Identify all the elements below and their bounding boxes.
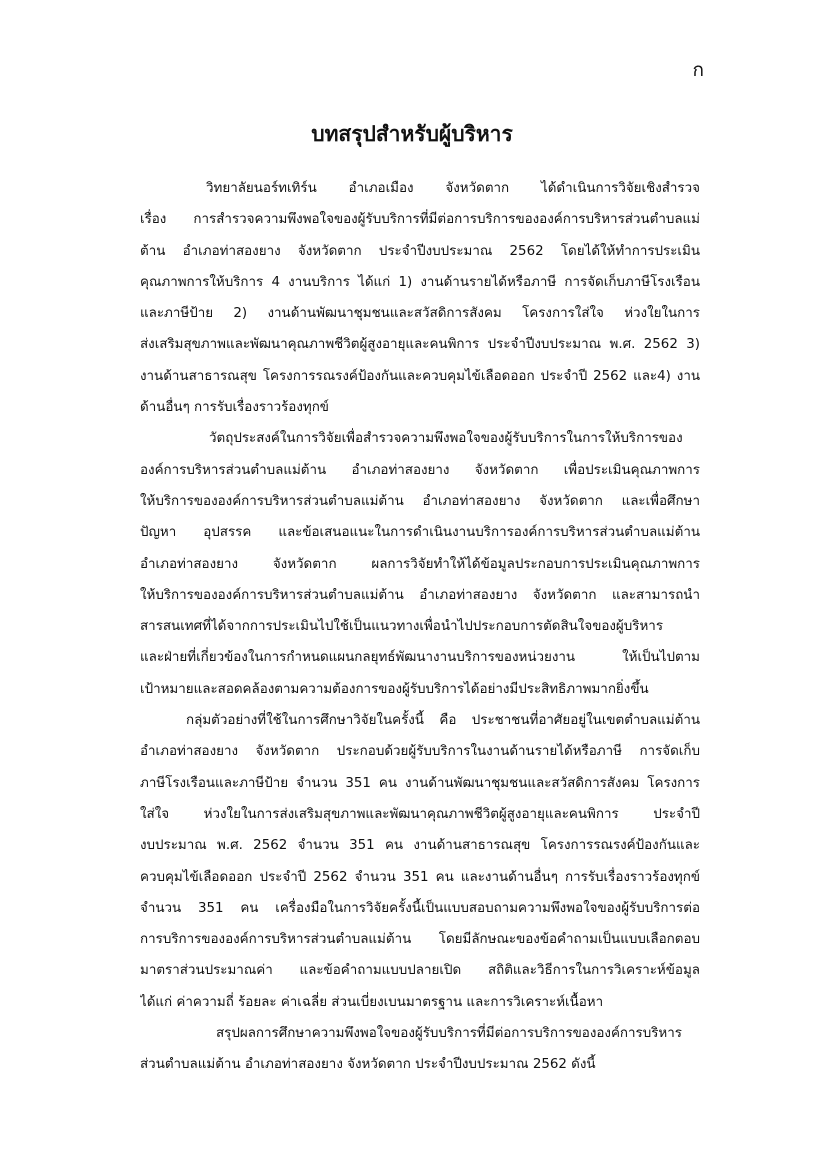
text-line: และฝ่ายที่เกี่ยวข้องในการกำหนดแผนกลยุทธ์พัฒนางานบริการของหน่วยงาน ให้เป็นไปตาม: [140, 650, 700, 666]
text-line: ส่วนตำบลแม่ต้าน อำเภอท่าสองยาง จังหวัดตาก ประจำปีงบประมาณ 2562 ดังนี้: [140, 1057, 596, 1073]
text-line: วัตถุประสงค์ในการวิจัยเพื่อสำรวจความพึงพอใจของผู้รับบริการในการให้บริการของ: [209, 431, 683, 447]
text-line: ปัญหา อุปสรรค และข้อเสนอแนะในการดำเนินงานบริการองค์การบริหารส่วนตำบลแม่ต้าน: [140, 525, 700, 541]
text-line: ให้บริการขององค์การบริหารส่วนตำบลแม่ต้าน อำเภอท่าสองยาง จังหวัดตาก และสามารถนำ: [140, 587, 700, 603]
text-line: และภาษีป้าย 2) งานด้านพัฒนาชุมชนและสวัสดิการสังคม โครงการใส่ใจ ห่วงใยในการ: [140, 306, 700, 322]
page-number: ก: [692, 59, 704, 81]
paragraph-objectives: [140, 423, 700, 705]
text-line: ส่งเสริมสุขภาพและพัฒนาคุณภาพชีวิตผู้สูงอายุและคนพิการ ประจำปีงบประมาณ พ.ศ. 2562 3): [140, 337, 700, 353]
text-line: ได้แก่ ค่าความถี่ ร้อยละ ค่าเฉลี่ย ส่วนเบี่ยงเบนมาตรฐาน และการวิเคราะห์เนื้อหา: [140, 994, 604, 1010]
text-line: มาตราส่วนประมาณค่า และข้อคำถามแบบปลายเปิด สถิติและวิธีการในการวิเคราะห์ข้อมูล: [140, 963, 700, 979]
text-line: การบริการขององค์การบริหารส่วนตำบลแม่ต้าน โดยมีลักษณะของข้อคำถามเป็นแบบเลือกตอบ: [140, 932, 700, 948]
text-line: วิทยาลัยนอร์ทเทิร์น อำเภอเมือง จังหวัดตาก ได้ดำเนินการวิจัยเชิงสำรวจ: [206, 181, 700, 196]
page-title: บทสรุปสำหรับผู้บริหาร: [311, 122, 513, 146]
text-line: ควบคุมไข้เลือดออก ประจำปี 2562 จำนวน 351 คน และงานด้านอื่นๆ การรับเรื่องราวร้องทุกข์: [140, 869, 700, 885]
document-body: [140, 173, 700, 1081]
text-line: คุณภาพการให้บริการ 4 งานบริการ ได้แก่ 1) งานด้านรายได้หรือภาษี การจัดเก็บภาษีโรงเรือน: [140, 274, 700, 290]
text-line: จำนวน 351 คน เครื่องมือในการวิจัยครั้งนี้เป็นแบบสอบถามความพึงพอใจของผู้รับบริการต่อ: [140, 900, 700, 916]
text-line: ใส่ใจ ห่วงใยในการส่งเสริมสุขภาพและพัฒนาคุณภาพชีวิตผู้สูงอายุและคนพิการ ประจำปี: [140, 806, 700, 822]
text-line: องค์การบริหารส่วนตำบลแม่ต้าน อำเภอท่าสองยาง จังหวัดตาก เพื่อประเมินคุณภาพการ: [140, 462, 700, 478]
text-line: งบประมาณ พ.ศ. 2562 จำนวน 351 คน งานด้านสาธารณสุข โครงการรณรงค์ป้องกันและ: [140, 838, 700, 854]
text-line: อำเภอท่าสองยาง จังหวัดตาก ผลการวิจัยทำให้ได้ข้อมูลประกอบการประเมินคุณภาพการ: [140, 556, 700, 572]
text-line: งานด้านสาธารณสุข โครงการรณรงค์ป้องกันและควบคุมไข้เลือดออก ประจำปี 2562 และ4) งาน: [140, 368, 700, 384]
text-line: สารสนเทศที่ได้จากการประเมินไปใช้เป็นแนวทางเพื่อนำไปประกอบการตัดสินใจของผู้บริหาร: [140, 619, 664, 635]
text-line: ให้บริการขององค์การบริหารส่วนตำบลแม่ต้าน อำเภอท่าสองยาง จังหวัดตาก และเพื่อศึกษา: [140, 493, 700, 509]
text-line: สรุปผลการศึกษาความพึงพอใจของผู้รับบริการที่มีต่อการบริการขององค์การบริหาร: [216, 1026, 682, 1042]
text-line: ด้านอื่นๆ การรับเรื่องราวร้องทุกข์: [140, 400, 329, 416]
text-line: อำเภอท่าสองยาง จังหวัดตาก ประกอบด้วยผู้รับบริการในงานด้านรายได้หรือภาษี การจัดเก็บ: [140, 744, 700, 760]
text-line: ต้าน อำเภอท่าสองยาง จังหวัดตาก ประจำปีงบประมาณ 2562 โดยได้ให้ทำการประเมิน: [140, 243, 700, 259]
text-line: เรื่อง การสำรวจความพึงพอใจของผู้รับบริการที่มีต่อการบริการขององค์การบริหารส่วนตำบลแม่: [140, 212, 700, 228]
paragraph-intro: [140, 173, 700, 423]
text-line: กลุ่มตัวอย่างที่ใช้ในการศึกษาวิจัยในครั้งนี้ คือ ประชาชนที่อาศัยอยู่ในเขตตำบลแม่ต้าน: [186, 713, 700, 729]
paragraph-sample: [140, 705, 700, 1018]
text-line: ภาษีโรงเรือนและภาษีป้าย จำนวน 351 คน งานด้านพัฒนาชุมชนและสวัสดิการสังคม โครงการ: [140, 775, 700, 791]
text-line: เป้าหมายและสอดคล้องตามความต้องการของผู้รับบริการได้อย่างมีประสิทธิภาพมากยิ่งขึ้น: [140, 681, 649, 697]
paragraph-summary: [140, 1018, 700, 1081]
